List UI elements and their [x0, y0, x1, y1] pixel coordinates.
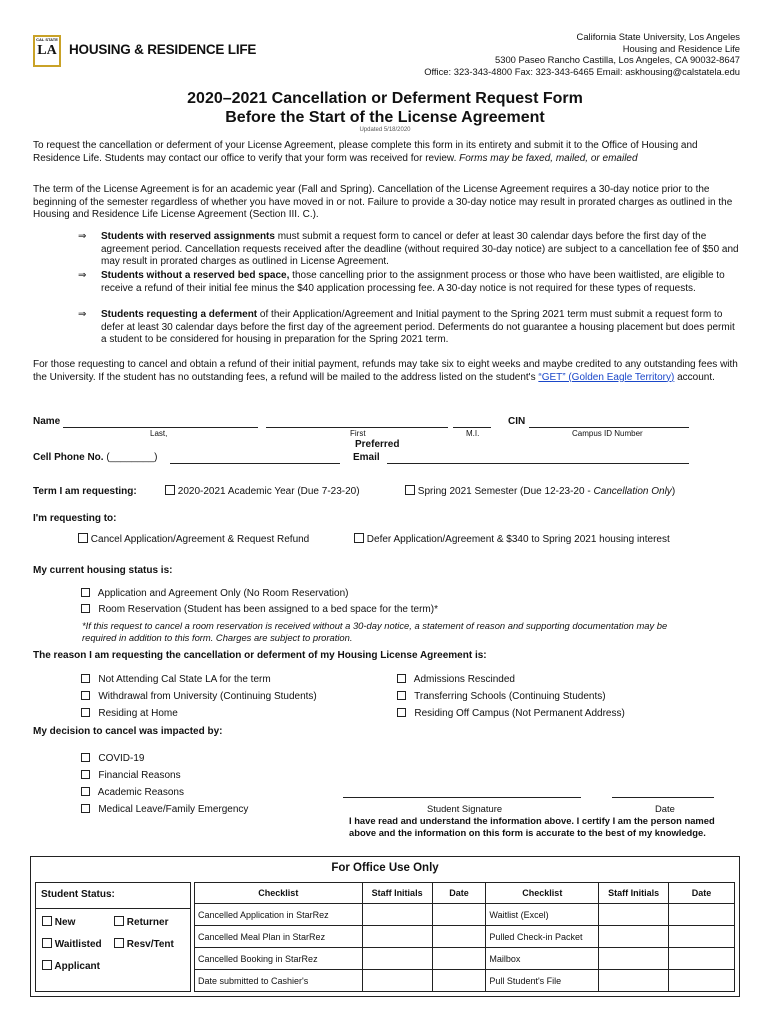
checklist-item: Pulled Check-in Packet [486, 926, 599, 948]
request-defer-option[interactable]: Defer Application/Agreement & $340 to Spring 2021 housing interest [354, 533, 670, 545]
student-status-divider [36, 908, 190, 909]
date-cell[interactable] [669, 948, 735, 970]
bullet-item: ⇒ Students requesting a deferment of their Application/Agreement and Initial payment to the Spring 2021 term must submit a request form to defer at least 30 calendar days before the first day of the agreement period. Deferments do not guarantee a housing placement but does permit a student to be considered for housing in preparation for the Spring 2021 term. [78, 309, 735, 346]
student-status-panel [35, 882, 191, 992]
checkbox[interactable] [397, 674, 406, 683]
checkbox[interactable] [81, 708, 90, 717]
arrow-icon: ⇒ [78, 270, 87, 281]
date-cell[interactable] [669, 926, 735, 948]
impact-option[interactable]: Academic Reasons [81, 784, 248, 801]
student-status-label: Student Status: [41, 889, 115, 900]
mi-caption: M.I. [466, 429, 480, 438]
checkbox[interactable] [81, 770, 90, 779]
reason-option[interactable]: Residing at Home [81, 705, 317, 722]
checklist-item: Mailbox [486, 948, 599, 970]
status-waitlisted[interactable]: Waitlisted [42, 938, 102, 950]
campus-id-caption: Campus ID Number [572, 429, 643, 438]
impact-option[interactable]: Medical Leave/Family Emergency [81, 801, 248, 818]
checklist-item: Cancelled Application in StarRez [195, 904, 363, 926]
preferred-email-label: Preferred Email [353, 439, 400, 463]
email-field[interactable] [387, 462, 689, 464]
certification-text: I have read and understand the information above. I certify I am the person named above and the information on this form is accurate to the best of my knowledge. [349, 815, 715, 838]
office-use-box [30, 856, 740, 997]
status-note: *If this request to cancel a room reservation is received without a 30-day notice, a statement of reason and supporting documentation may be required in addition to this form. Charges are subject to proration. [82, 620, 668, 643]
staff-initials-cell[interactable] [599, 970, 669, 992]
signature-field[interactable] [343, 796, 581, 798]
impact-label: My decision to cancel was impacted by: [33, 726, 223, 737]
request-cancel-option[interactable]: Cancel Application/Agreement & Request Refund [78, 533, 309, 545]
table-row [195, 970, 735, 992]
status-applicant[interactable]: Applicant [42, 960, 100, 972]
date-caption: Date [655, 803, 675, 814]
checklist-item: Pull Student's File [486, 970, 599, 992]
housing-status-label: My current housing status is: [33, 565, 173, 576]
status-new[interactable]: New [42, 916, 75, 928]
column-header: Date [669, 883, 735, 904]
middle-initial-field[interactable] [453, 426, 491, 428]
checkbox[interactable] [42, 960, 52, 970]
reason-option[interactable]: Not Attending Cal State LA for the term [81, 671, 317, 688]
requesting-label: I'm requesting to: [33, 513, 117, 524]
status-option-room[interactable]: Room Reservation (Student has been assigned to a bed space for the term)* [81, 604, 438, 615]
column-header: Date [432, 883, 486, 904]
checkbox[interactable] [114, 916, 124, 926]
first-name-caption: First [350, 429, 366, 438]
reason-label: The reason I am requesting the cancellation or deferment of my Housing License Agreement is: [33, 650, 487, 661]
checkbox[interactable] [81, 604, 90, 613]
intro-paragraph-2: The term of the License Agreement is for an academic year (Fall and Spring). Cancellation of the License Agreement requires a 30-day notice prior to the beginning of the semester regardless of whether you have moved in or not. Failure to provide a 30-day notice may result in prorated charges as outlined in the Housing and Residence Life License Agreement (Section III. C.). [33, 184, 733, 221]
first-name-field[interactable] [266, 426, 448, 428]
last-name-field[interactable] [63, 426, 258, 428]
arrow-icon: ⇒ [78, 231, 87, 242]
impact-options [81, 750, 248, 818]
logo [33, 35, 263, 69]
table-row [195, 926, 735, 948]
status-option-application[interactable]: Application and Agreement Only (No Room Reservation) [81, 588, 348, 599]
signature-caption: Student Signature [427, 803, 503, 814]
reason-option[interactable]: Residing Off Campus (Not Permanent Address) [397, 705, 625, 722]
checklist-item: Waitlist (Excel) [486, 904, 599, 926]
term-option-spring[interactable]: Spring 2021 Semester (Due 12-23-20 - Cancellation Only) [405, 485, 675, 497]
table-header-row [195, 883, 735, 904]
date-cell[interactable] [669, 970, 735, 992]
checkbox[interactable] [78, 533, 88, 543]
office-checklist-table [194, 882, 735, 992]
logo-badge: CAL STATE LA [33, 35, 61, 67]
checkbox[interactable] [114, 938, 124, 948]
header-address: California State University, Los Angeles Housing and Residence Life 5300 Paseo Rancho Castilla, Los Angeles, CA 90032-8647 Office: 323-343-4800 Fax: 323-343-6465 Email: askhousing@calstatela.edu [424, 31, 740, 77]
get-portal-link[interactable]: “GET” (Golden Eagle Territory) [538, 371, 675, 383]
reason-option[interactable]: Transferring Schools (Continuing Students) [397, 688, 625, 705]
cin-label: CIN [508, 416, 526, 427]
column-header: Staff Initials [362, 883, 432, 904]
signature-date-field[interactable] [612, 796, 714, 798]
reason-right-column [397, 671, 625, 722]
staff-initials-cell[interactable] [362, 970, 432, 992]
checkbox[interactable] [81, 674, 90, 683]
checkbox[interactable] [397, 691, 406, 700]
cin-field[interactable] [529, 426, 689, 428]
name-label: Name [33, 416, 61, 427]
checkbox[interactable] [397, 708, 406, 717]
bullet-item: ⇒ Students with reserved assignments must submit a request form to cancel or defer at least 30 calendar days before the first day of the agreement period. Cancellation requests received after the deadline (without required 30-day notice) are subject to a cancellation fee of $50 and may result in prorated charges as outlined in License Agreement. [78, 231, 739, 268]
cell-phone-label: Cell Phone No. (________) [33, 452, 158, 463]
staff-initials-cell[interactable] [362, 904, 432, 926]
impact-option[interactable]: COVID-19 [81, 750, 248, 767]
term-option-academic-year[interactable]: 2020-2021 Academic Year (Due 7-23-20) [165, 485, 360, 497]
column-header: Checklist [486, 883, 599, 904]
checkbox[interactable] [81, 588, 90, 597]
checkbox[interactable] [42, 938, 52, 948]
staff-initials-cell[interactable] [362, 926, 432, 948]
cell-phone-field[interactable] [170, 462, 340, 464]
checkbox[interactable] [165, 485, 175, 495]
date-cell[interactable] [669, 904, 735, 926]
office-use-title: For Office Use Only [331, 862, 439, 874]
checklist-item: Date submitted to Cashier's [195, 970, 363, 992]
checkbox[interactable] [81, 753, 90, 762]
bullet-item: ⇒ Students without a reserved bed space, those cancelling prior to the assignment process or those who have been waitlisted, are eligible to receive a refund of their initial fee minus the $40 application processing fee. A 30-day notice is not required for these types of requests. [78, 270, 725, 294]
date-cell[interactable] [432, 904, 486, 926]
checkbox[interactable] [405, 485, 415, 495]
term-row: Term I am requesting: [33, 486, 137, 497]
staff-initials-cell[interactable] [599, 904, 669, 926]
date-cell[interactable] [432, 948, 486, 970]
last-name-caption: Last, [150, 429, 168, 438]
checkbox[interactable] [81, 691, 90, 700]
impact-option[interactable]: Financial Reasons [81, 767, 248, 784]
page-title: 2020–2021 Cancellation or Deferment Request Form Before the Start of the License Agreement [187, 90, 583, 126]
intro-paragraph-1: To request the cancellation or deferment of your License Agreement, please complete this form in its entirety and submit it to the Office of Housing and Residence Life. Students may contact our office to verify that your form was received for review. Forms may be faxed, mailed, or emailed [33, 140, 698, 164]
bullet-list [78, 231, 743, 348]
logo-text: HOUSING & RESIDENCE LIFE [69, 42, 257, 57]
checklist-item: Cancelled Booking in StarRez [195, 948, 363, 970]
arrow-icon: ⇒ [78, 309, 87, 320]
checkbox[interactable] [81, 787, 90, 796]
reason-option[interactable]: Withdrawal from University (Continuing Students) [81, 688, 317, 705]
updated-date: Updated 5/18/2020 [359, 127, 411, 133]
reason-left-column [81, 671, 317, 722]
refund-paragraph: For those requesting to cancel and obtain a refund of their initial payment, refunds may take six to eight weeks and maybe credited to any outstanding fees with the University. If the student has no outstanding fees, a refund will be mailed to the address listed on the student's “GET” (Golden Eagle Territory) account. [33, 359, 738, 383]
checklist-item: Cancelled Meal Plan in StarRez [195, 926, 363, 948]
checkbox[interactable] [81, 804, 90, 813]
date-cell[interactable] [432, 970, 486, 992]
column-header: Checklist [195, 883, 363, 904]
date-cell[interactable] [432, 926, 486, 948]
column-header: Staff Initials [599, 883, 669, 904]
status-resv-tent[interactable]: Resv/Tent [114, 938, 174, 950]
table-row [195, 904, 735, 926]
status-returner[interactable]: Returner [114, 916, 168, 928]
checkbox[interactable] [354, 533, 364, 543]
staff-initials-cell[interactable] [599, 926, 669, 948]
checkbox[interactable] [42, 916, 52, 926]
staff-initials-cell[interactable] [362, 948, 432, 970]
staff-initials-cell[interactable] [599, 948, 669, 970]
reason-option[interactable]: Admissions Rescinded [397, 671, 625, 688]
table-row [195, 948, 735, 970]
